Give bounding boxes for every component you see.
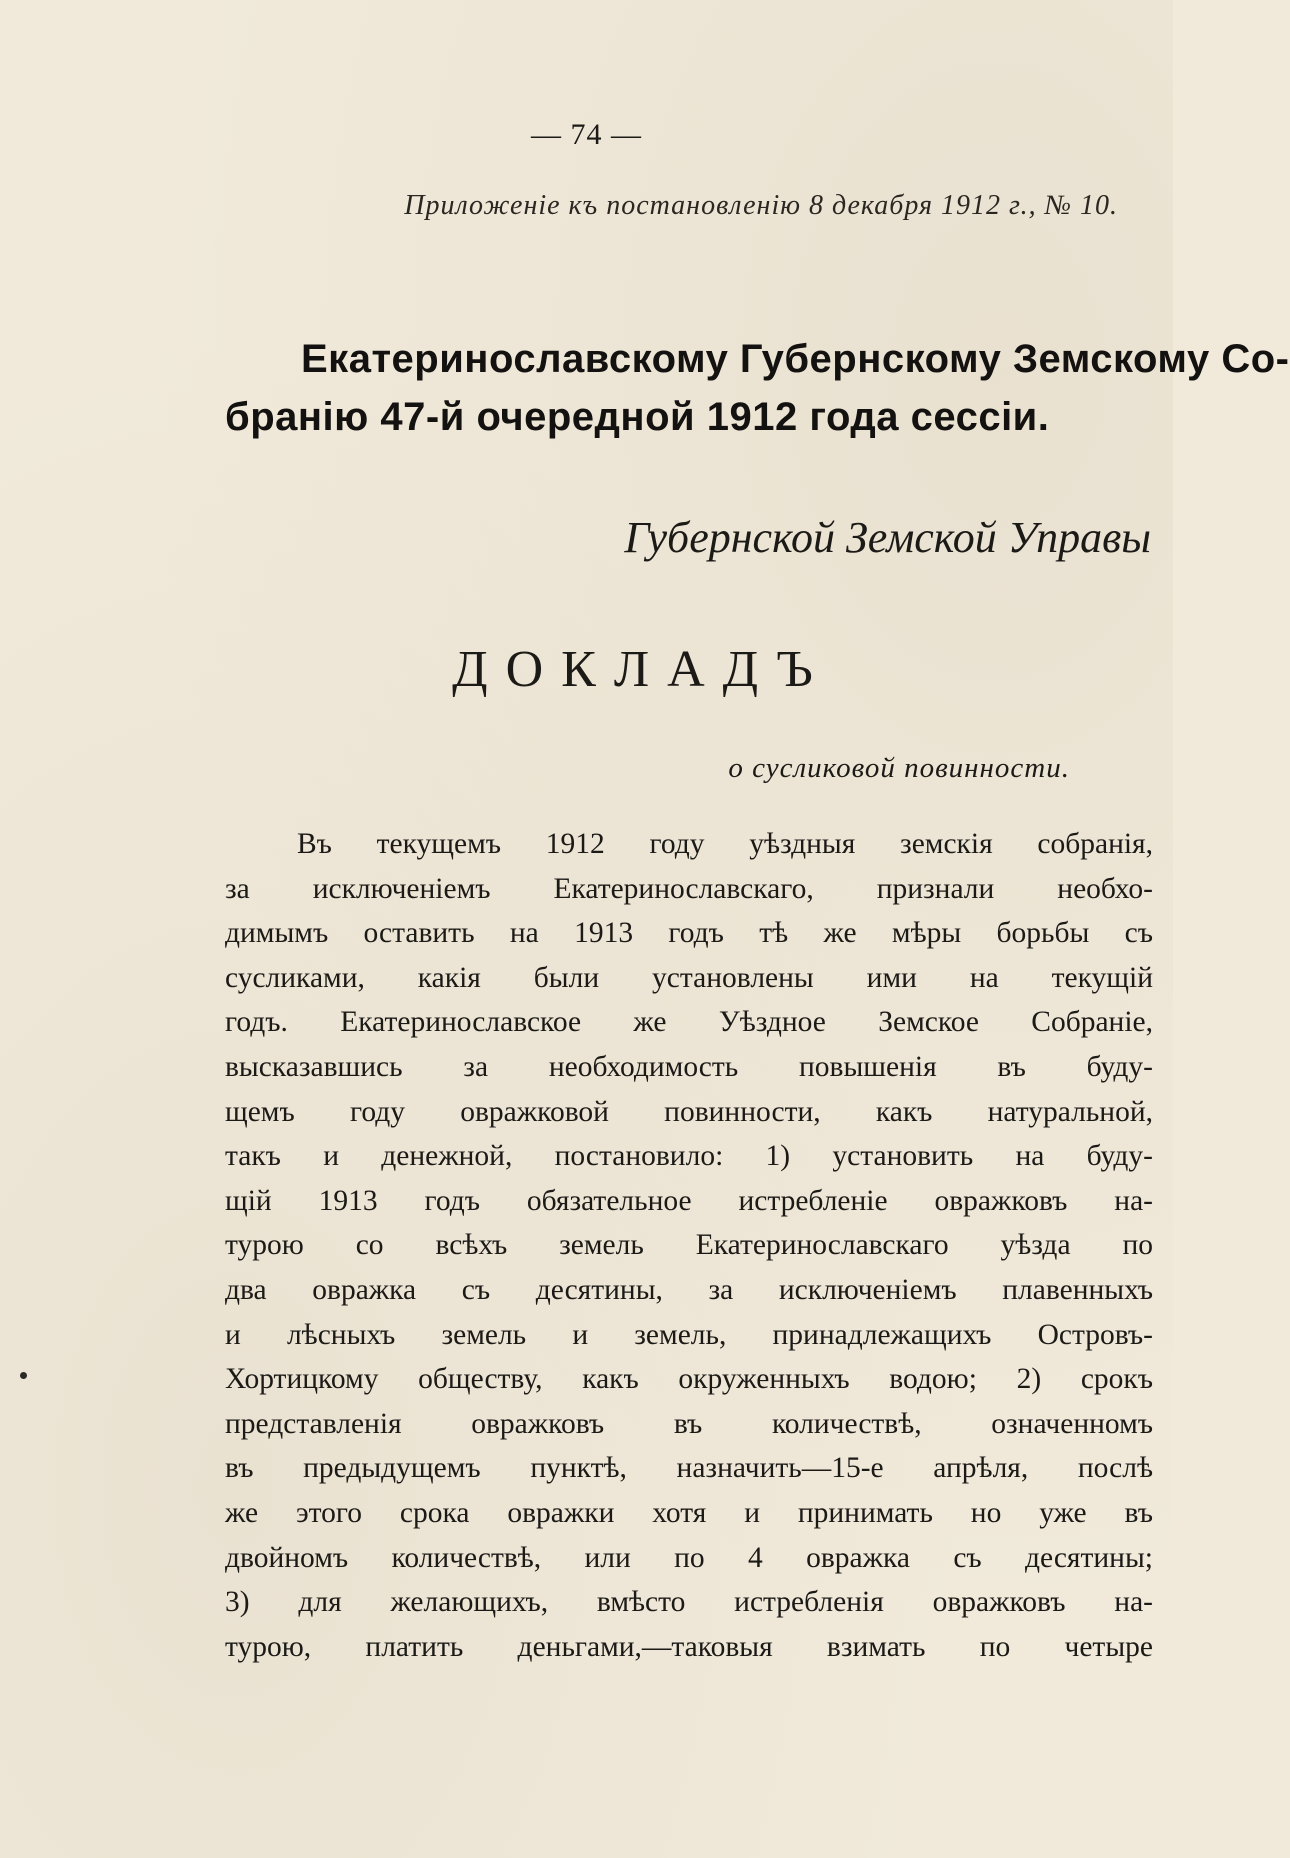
body-line: турою, платить деньгами,—таковыя взимать по четыре — [225, 1630, 1153, 1663]
body-line: и лѣсныхъ земель и земель, принадлежащихъ Островъ- — [225, 1318, 1153, 1351]
issuing-authority: Губернской Земской Управы — [624, 513, 1151, 562]
body-line: такъ и денежной, постановило: 1) установить на буду- — [225, 1140, 1153, 1173]
body-line: щій 1913 годъ обязательное истребленіе овражковъ на- — [225, 1184, 1153, 1217]
body-line: за исключеніемъ Екатеринославскаго, признали необхо- — [225, 872, 1153, 905]
document-heading — [225, 330, 1290, 446]
body-line: Въ текущемъ 1912 году уѣздныя земскія собранія, — [297, 828, 1153, 860]
body-line: щемъ году овражковой повинности, какъ натуральной, — [225, 1095, 1153, 1128]
body-line: двойномъ количествѣ, или по 4 овражка съ десятины; — [225, 1541, 1153, 1574]
ink-speck — [20, 1372, 27, 1379]
body-line: представленія овражковъ въ количествѣ, означенномъ — [225, 1407, 1153, 1440]
page-number: — 74 — — [531, 118, 642, 151]
body-line: въ предыдущемъ пунктѣ, назначить—15-е апрѣля, послѣ — [225, 1452, 1153, 1485]
body-line: Хортицкому обществу, какъ окруженныхъ водою; 2) срокъ — [225, 1363, 1153, 1396]
body-line: турою со всѣхъ земель Екатеринославскаго уѣзда по — [225, 1229, 1153, 1262]
body-line: два овражка съ десятины, за исключеніемъ плавенныхъ — [225, 1273, 1153, 1306]
report-subtitle: о сусликовой повинности. — [728, 752, 1070, 784]
report-title: ДОКЛАДЪ — [452, 641, 831, 698]
body-line: годъ. Екатеринославское же Уѣздное Земское Собраніе, — [225, 1006, 1153, 1039]
body-line: же этого срока овражки хотя и принимать но уже въ — [225, 1496, 1153, 1529]
body-line: сусликами, какія были установлены ими на текущій — [225, 961, 1153, 994]
body-line: высказавшись за необходимость повышенія въ буду- — [225, 1050, 1153, 1083]
body-line: 3) для желающихъ, вмѣсто истребленія овражковъ на- — [225, 1586, 1153, 1619]
appendix-note: Приложеніе къ постановленію 8 декабря 1912 г., № 10. — [404, 190, 1118, 221]
body-paragraph — [225, 822, 1153, 1669]
body-line: димымъ оставить на 1913 годъ тѣ же мѣры борьбы съ — [225, 917, 1153, 950]
heading-line-1: Екатеринославскому Губернскому Земскому Со- — [301, 337, 1290, 381]
heading-line-2: бранію 47-й очередной 1912 года сессіи. — [225, 395, 1050, 439]
